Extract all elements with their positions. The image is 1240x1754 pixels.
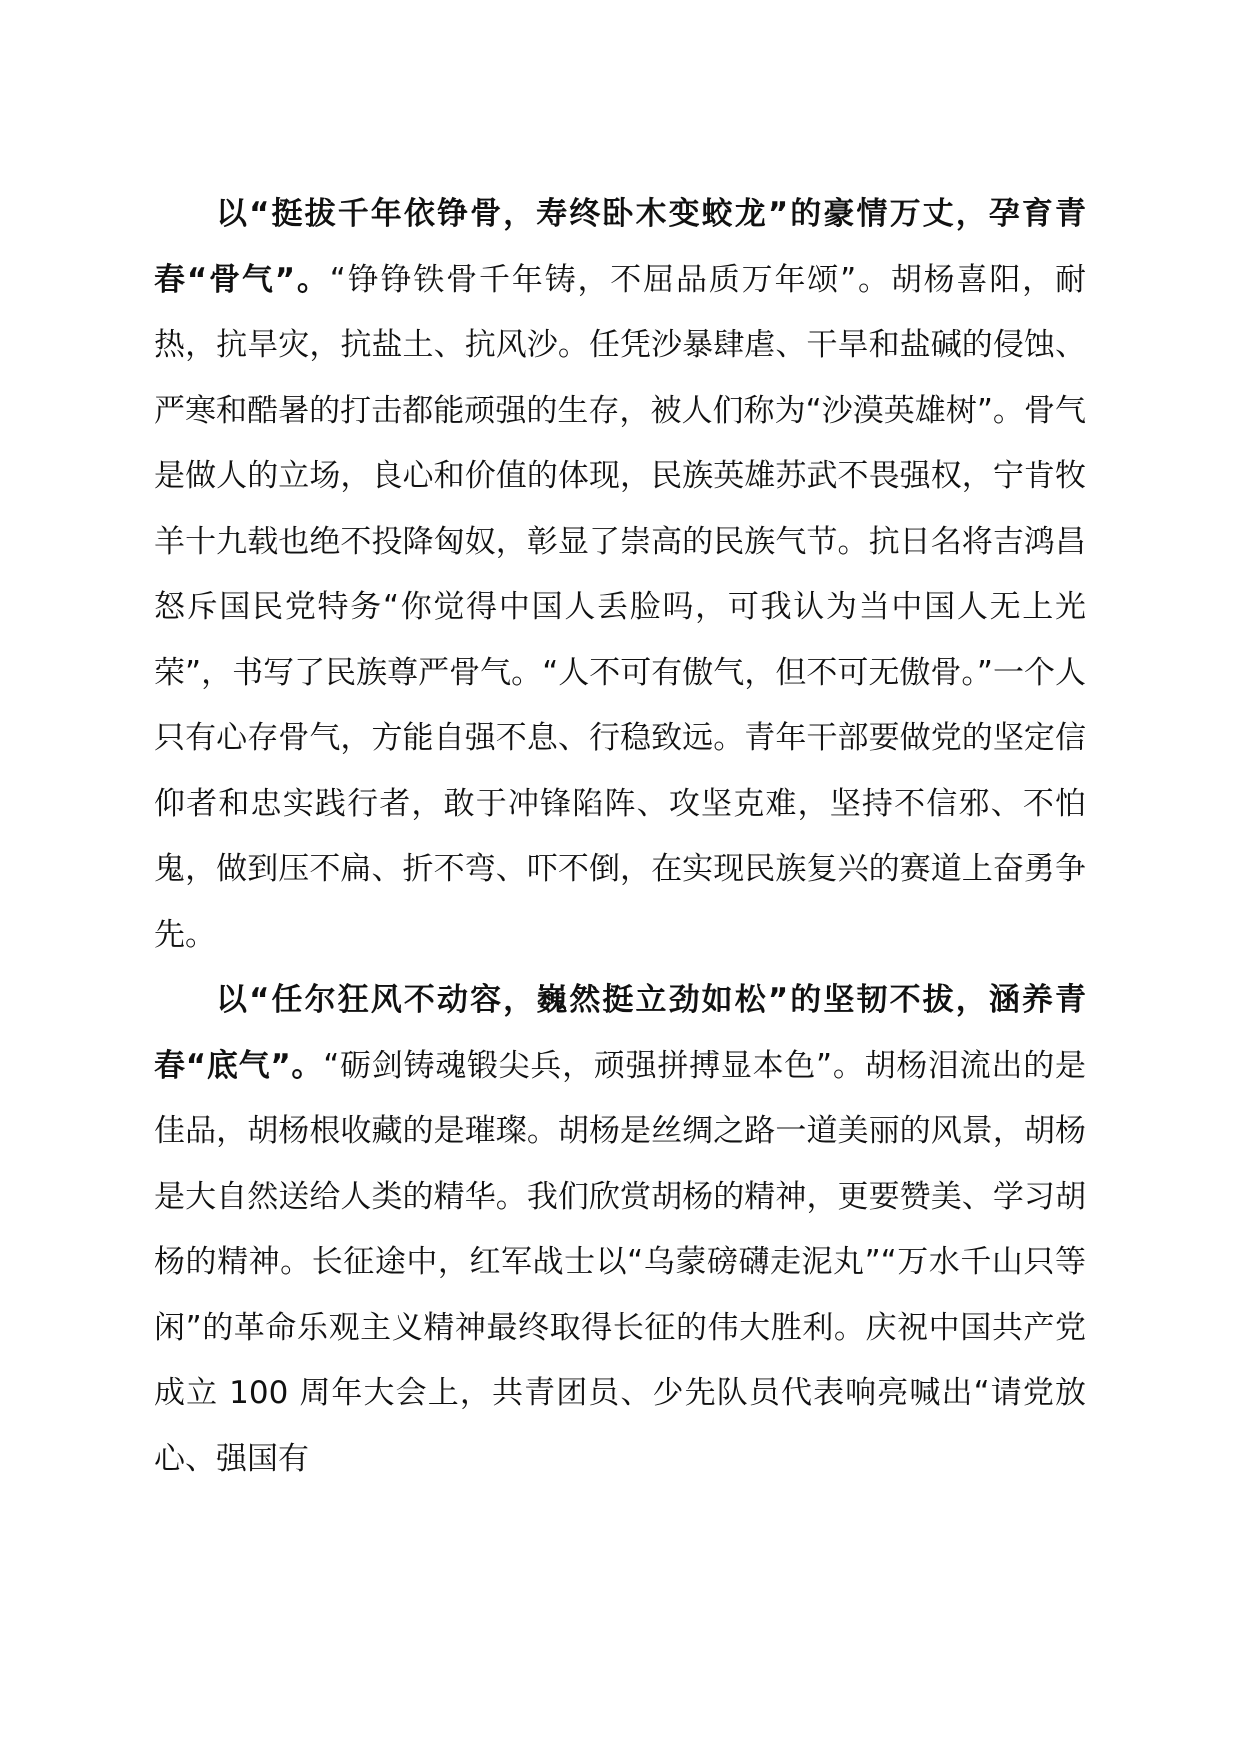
paragraph-text: “铮铮铁骨千年铸，不屈品质万年颂”。胡杨喜阳，耐热，抗旱灾，抗盐土、抗风沙。任凭沙暴肆虐、干旱和盐碱的侵蚀、严寒和酷暑的打击都能顽强的生存，被人们称为“沙漠英雄树”。骨气是做人的立场，良心和价值的体现，民族英雄苏武不畏强权，宁肯牧羊十九载也绝不投降匈奴，彰显了崇高的民族气节。抗日名将吉鸿昌怒斥国民党特务“你觉得中国人丢脸吗，可我认为当中国人无上光荣”，书写了民族尊严骨气。“人不可有傲气，但不可无傲骨。”一个人只有心存骨气，方能自强不息、行稳致远。青年干部要做党的坚定信仰者和忠实践行者，敢于冲锋陷阵、攻坚克难，坚持不信邪、不怕鬼，做到压不扁、折不弯、吓不倒，在实现民族复兴的赛道上奋勇争先。 bbox=[154, 261, 1087, 953]
paragraph-diqi bbox=[154, 968, 1086, 1492]
document-body bbox=[154, 182, 1086, 1492]
paragraph-lead: 以“挺拔千年依铮骨，寿终卧木变蛟龙”的豪情万丈，孕育青春“骨气”。 bbox=[154, 196, 1086, 298]
paragraph-lead: 以“任尔狂风不动容，巍然挺立劲如松”的坚韧不拔，涵养青春“底气”。 bbox=[154, 982, 1086, 1084]
paragraph-guqi bbox=[154, 182, 1086, 968]
paragraph-text: “砺剑铸魂锻尖兵，顽强拼搏显本色”。胡杨泪流出的是佳品，胡杨根收藏的是璀璨。胡杨是丝绸之路一道美丽的风景，胡杨是大自然送给人类的精华。我们欣赏胡杨的精神，更要赞美、学习胡杨的精神。长征途中，红军战士以“乌蒙磅礴走泥丸”“万水千山只等闲”的革命乐观主义精神最终取得长征的伟大胜利。庆祝中国共产党成立 100 周年大会上，共青团员、少先队员代表响亮喊出“请党放心、强国有 bbox=[154, 1047, 1087, 1477]
